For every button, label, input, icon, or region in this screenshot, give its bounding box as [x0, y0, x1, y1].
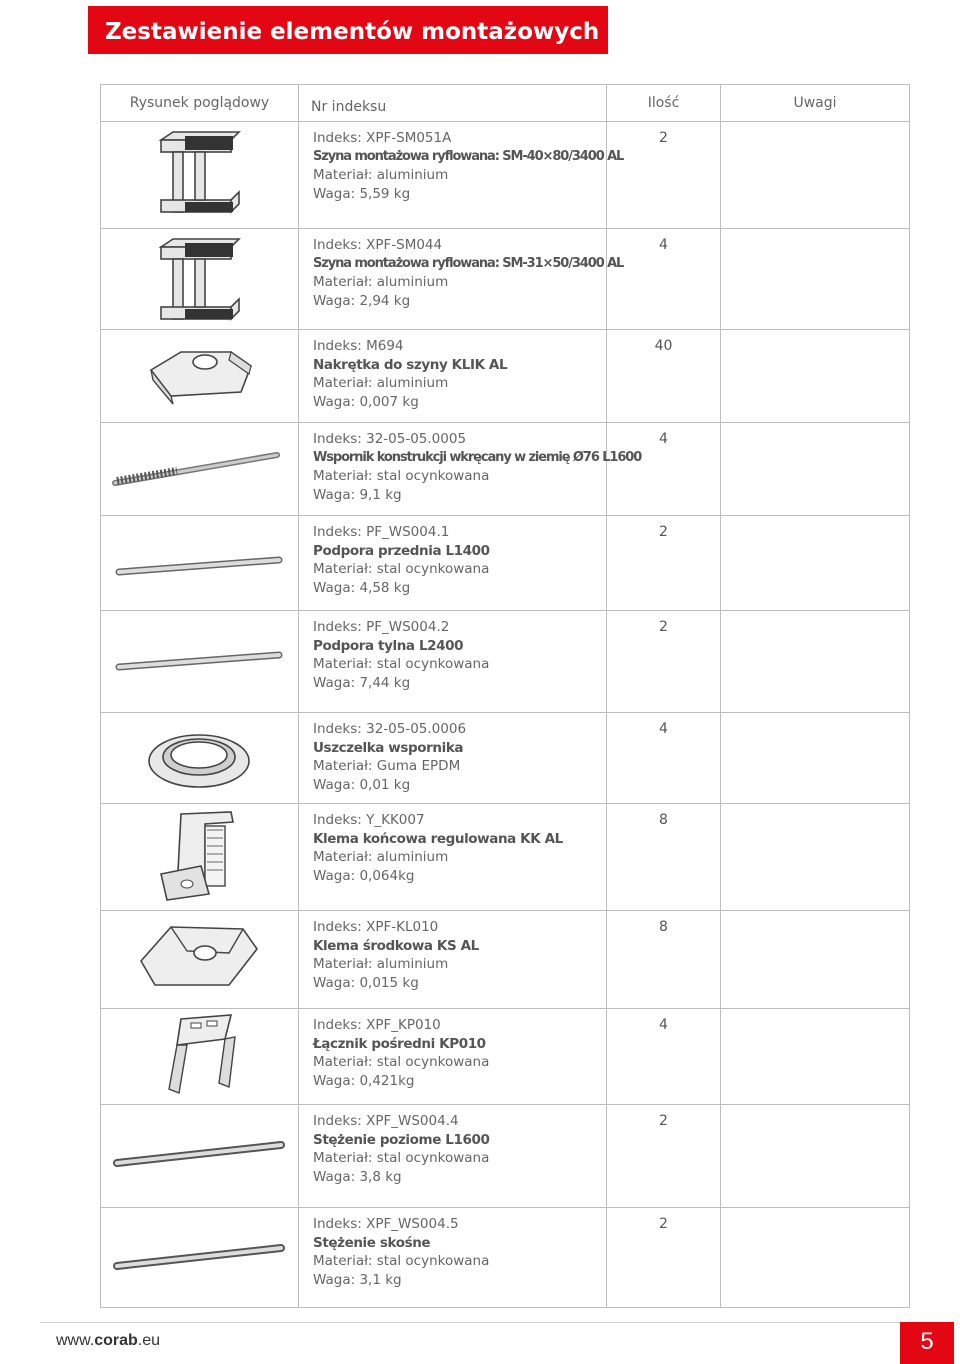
part-description — [299, 423, 642, 516]
footer-website[interactable]: www.corab.eu — [56, 1332, 161, 1349]
table-row — [101, 423, 910, 516]
part-quantity: 2 — [607, 1208, 721, 1308]
ground-screw-icon — [101, 423, 298, 513]
part-name: Szyna montażowa ryflowana: SM-31×50/3400 AL — [313, 255, 624, 271]
support-bar-icon — [101, 516, 298, 606]
part-index: Indeks: XPF-KL010 — [313, 919, 439, 935]
part-weight: Waga: 5,59 kg — [313, 186, 411, 203]
part-material: Materiał: aluminium — [313, 956, 449, 973]
rail-profile-icon — [101, 229, 298, 329]
gasket-icon — [101, 713, 298, 803]
part-picture — [101, 330, 299, 423]
part-index: Indeks: PF_WS004.1 — [313, 524, 450, 540]
page-title: Zestawienie elementów montażowych — [88, 6, 608, 54]
part-index: Indeks: XPF-SM044 — [313, 237, 443, 253]
part-picture — [101, 1009, 299, 1105]
part-name: Podpora przednia L1400 — [313, 542, 490, 559]
part-picture — [101, 911, 299, 1009]
part-notes — [721, 423, 910, 516]
end-clamp-icon — [101, 804, 298, 904]
part-weight: Waga: 0,015 kg — [313, 975, 419, 992]
part-name: Nakrętka do szyny KLIK AL — [313, 356, 508, 373]
table-row — [101, 122, 910, 229]
connector-bracket-icon — [101, 1009, 298, 1104]
brace-bar-icon — [101, 1208, 298, 1303]
part-index: Indeks: Y_KK007 — [313, 812, 425, 828]
part-index: Indeks: XPF_WS004.5 — [313, 1216, 459, 1232]
part-name: Łącznik pośredni KP010 — [313, 1035, 486, 1052]
table-row — [101, 1009, 910, 1105]
part-name: Uszczelka wspornika — [313, 739, 464, 756]
part-index: Indeks: XPF_WS004.4 — [313, 1113, 459, 1129]
footer-divider — [40, 1322, 910, 1323]
part-index: Indeks: XPF-SM051A — [313, 130, 452, 146]
rail-profile-icon — [101, 122, 298, 222]
part-weight: Waga: 0,007 kg — [313, 394, 419, 411]
part-notes — [721, 1105, 910, 1208]
table-header-row — [101, 85, 910, 122]
part-material: Materiał: Guma EPDM — [313, 758, 461, 775]
part-picture — [101, 516, 299, 611]
brace-bar-icon — [101, 1105, 298, 1200]
part-name: Wspornik konstrukcji wkręcany w ziemię Ø76 L1600 — [313, 449, 642, 465]
part-notes — [721, 911, 910, 1009]
rail-nut-icon — [101, 330, 298, 420]
support-bar-icon — [101, 611, 298, 701]
part-quantity: 2 — [607, 611, 721, 713]
part-description — [299, 804, 607, 911]
part-weight: Waga: 9,1 kg — [313, 487, 402, 504]
part-picture — [101, 804, 299, 911]
parts-table — [100, 84, 910, 1308]
part-quantity: 4 — [607, 1009, 721, 1105]
column-header-index: Nr indeksu — [299, 85, 607, 122]
part-quantity: 2 — [607, 516, 721, 611]
part-notes — [721, 1208, 910, 1308]
part-name: Klema końcowa regulowana KK AL — [313, 830, 563, 847]
part-picture — [101, 1105, 299, 1208]
part-description — [299, 911, 607, 1009]
part-index: Indeks: M694 — [313, 338, 404, 354]
part-notes — [721, 122, 910, 229]
table-row — [101, 516, 910, 611]
part-name: Stężenie skośne — [313, 1234, 431, 1251]
part-weight: Waga: 4,58 kg — [313, 580, 411, 597]
part-description — [299, 1009, 607, 1105]
part-picture — [101, 122, 299, 229]
part-description — [299, 1105, 607, 1208]
column-header-picture: Rysunek poglądowy — [101, 85, 299, 122]
table-row — [101, 330, 910, 423]
part-notes — [721, 330, 910, 423]
part-material: Materiał: stal ocynkowana — [313, 1253, 490, 1270]
part-weight: Waga: 3,8 kg — [313, 1169, 402, 1186]
column-header-notes: Uwagi — [721, 85, 910, 122]
table-row — [101, 911, 910, 1009]
part-name: Podpora tylna L2400 — [313, 637, 464, 654]
part-description — [299, 122, 624, 229]
part-description — [299, 229, 624, 330]
part-material: Materiał: stal ocynkowana — [313, 1150, 490, 1167]
part-material: Materiał: stal ocynkowana — [313, 1054, 490, 1071]
part-quantity: 2 — [607, 1105, 721, 1208]
part-notes — [721, 713, 910, 804]
part-material: Materiał: aluminium — [313, 167, 449, 184]
part-quantity: 4 — [607, 423, 721, 516]
table-row — [101, 1105, 910, 1208]
part-description — [299, 1208, 607, 1308]
part-notes — [721, 516, 910, 611]
part-picture — [101, 423, 299, 516]
part-material: Materiał: aluminium — [313, 849, 449, 866]
table-row — [101, 611, 910, 713]
part-weight: Waga: 0,01 kg — [313, 777, 411, 794]
part-index: Indeks: 32-05-05.0006 — [313, 721, 467, 737]
part-notes — [721, 1009, 910, 1105]
part-quantity: 8 — [607, 911, 721, 1009]
part-material: Materiał: stal ocynkowana — [313, 656, 490, 673]
part-notes — [721, 229, 910, 330]
part-weight: Waga: 7,44 kg — [313, 675, 411, 692]
part-quantity: 4 — [607, 713, 721, 804]
part-notes — [721, 611, 910, 713]
part-weight: Waga: 2,94 kg — [313, 293, 411, 310]
part-material: Materiał: aluminium — [313, 375, 449, 392]
page-number: 5 — [900, 1322, 954, 1364]
table-row — [101, 713, 910, 804]
part-quantity: 2 — [607, 122, 721, 229]
part-material: Materiał: stal ocynkowana — [313, 561, 490, 578]
part-description — [299, 516, 607, 611]
part-material: Materiał: stal ocynkowana — [313, 468, 490, 485]
part-quantity: 8 — [607, 804, 721, 911]
table-row — [101, 1208, 910, 1308]
part-picture — [101, 229, 299, 330]
part-quantity: 40 — [607, 330, 721, 423]
part-index: Indeks: 32-05-05.0005 — [313, 431, 467, 447]
table-row — [101, 804, 910, 911]
column-header-quantity: Ilość — [607, 85, 721, 122]
part-picture — [101, 1208, 299, 1308]
part-index: Indeks: XPF_KP010 — [313, 1017, 441, 1033]
part-description — [299, 330, 607, 423]
part-weight: Waga: 3,1 kg — [313, 1272, 402, 1289]
part-description — [299, 713, 607, 804]
part-description — [299, 611, 607, 713]
part-weight: Waga: 0,064kg — [313, 868, 415, 885]
part-name: Stężenie poziome L1600 — [313, 1131, 490, 1148]
part-notes — [721, 804, 910, 911]
part-picture — [101, 611, 299, 713]
table-row — [101, 229, 910, 330]
part-material: Materiał: aluminium — [313, 274, 449, 291]
part-weight: Waga: 0,421kg — [313, 1073, 415, 1090]
part-picture — [101, 713, 299, 804]
mid-clamp-icon — [101, 911, 298, 1001]
part-index: Indeks: PF_WS004.2 — [313, 619, 450, 635]
part-name: Klema środkowa KS AL — [313, 937, 479, 954]
part-name: Szyna montażowa ryflowana: SM-40×80/3400 AL — [313, 148, 624, 164]
part-quantity: 4 — [607, 229, 721, 330]
